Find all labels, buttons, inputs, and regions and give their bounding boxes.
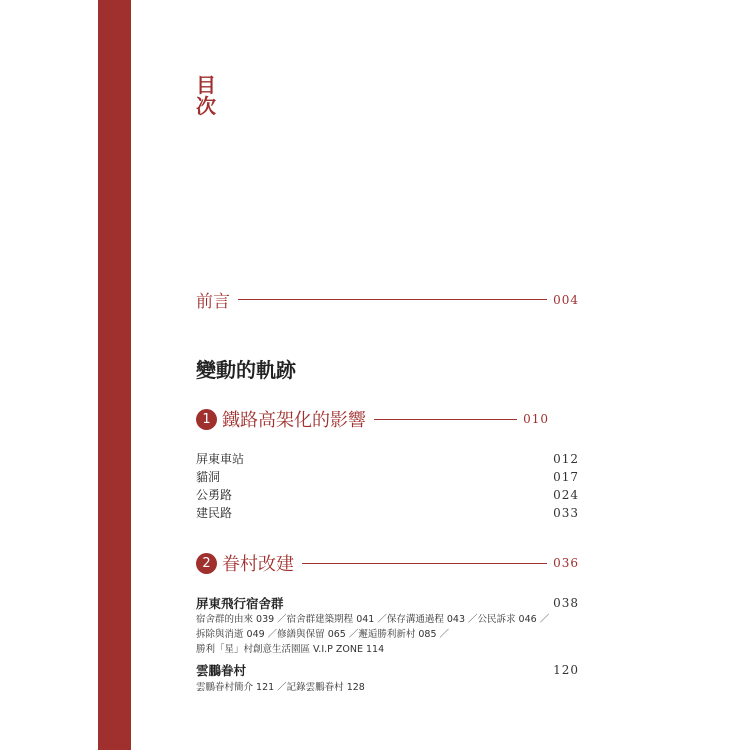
description-line: 宿舍群的由來 039 ／宿舍群建築期程 041 ／保存溝通過程 043 ／公民訴求 046 ／ (196, 614, 550, 625)
description-line: 雲鵬眷村簡介 121 ／記錄雲鵬眷村 128 (196, 682, 365, 693)
item-label: 屏東車站 (196, 452, 245, 466)
description-line: 拆除與消逝 049 ／修繕與保留 065 ／邂逅勝利新村 085 ／ (196, 629, 450, 640)
leader-line (374, 419, 517, 420)
section-page: 120 (553, 663, 579, 677)
description-line: 勝利「星」村創意生活園區 V.I.P ZONE 114 (196, 644, 385, 655)
toc-title-char-1: 目 (196, 73, 216, 97)
leader-line (302, 563, 547, 564)
toc-entry-item[interactable] (196, 468, 579, 485)
toc-entry-item[interactable] (196, 504, 579, 521)
toc-entry-intro[interactable] (196, 287, 579, 312)
part-title: 變動的軌跡 (196, 358, 296, 382)
item-label: 建民路 (196, 506, 233, 520)
leader-line (238, 299, 547, 300)
chapter-title: 眷村改建 (222, 554, 294, 575)
red-spine-bar (98, 0, 131, 750)
toc-entry-chapter-1[interactable] (196, 406, 549, 432)
item-label: 公勇路 (196, 488, 233, 502)
section-label: 屏東飛行宿舍群 (196, 596, 284, 611)
toc-entry-item[interactable] (196, 450, 579, 467)
toc-entry-section[interactable] (196, 661, 579, 679)
toc-entry-section[interactable] (196, 594, 579, 612)
intro-label: 前言 (196, 292, 230, 312)
section-description (196, 612, 556, 657)
section-label: 雲鵬眷村 (196, 663, 247, 678)
item-page: 017 (553, 469, 579, 484)
intro-page: 004 (553, 292, 579, 307)
chapter-number-badge: 1 (196, 409, 217, 430)
chapter-page: 010 (523, 412, 549, 426)
section-page: 038 (553, 596, 579, 610)
chapter-title: 鐵路高架化的影響 (222, 410, 366, 431)
item-label: 貓洞 (196, 470, 221, 484)
item-page: 012 (553, 451, 579, 466)
item-page: 033 (553, 505, 579, 520)
section-description (196, 680, 556, 695)
toc-title (196, 75, 220, 117)
chapter-number-badge: 2 (196, 553, 217, 574)
item-page: 024 (553, 487, 579, 502)
chapter-page: 036 (553, 556, 579, 570)
toc-entry-item[interactable] (196, 486, 579, 503)
toc-title-char-2: 次 (196, 94, 216, 118)
toc-entry-chapter-2[interactable] (196, 550, 579, 576)
